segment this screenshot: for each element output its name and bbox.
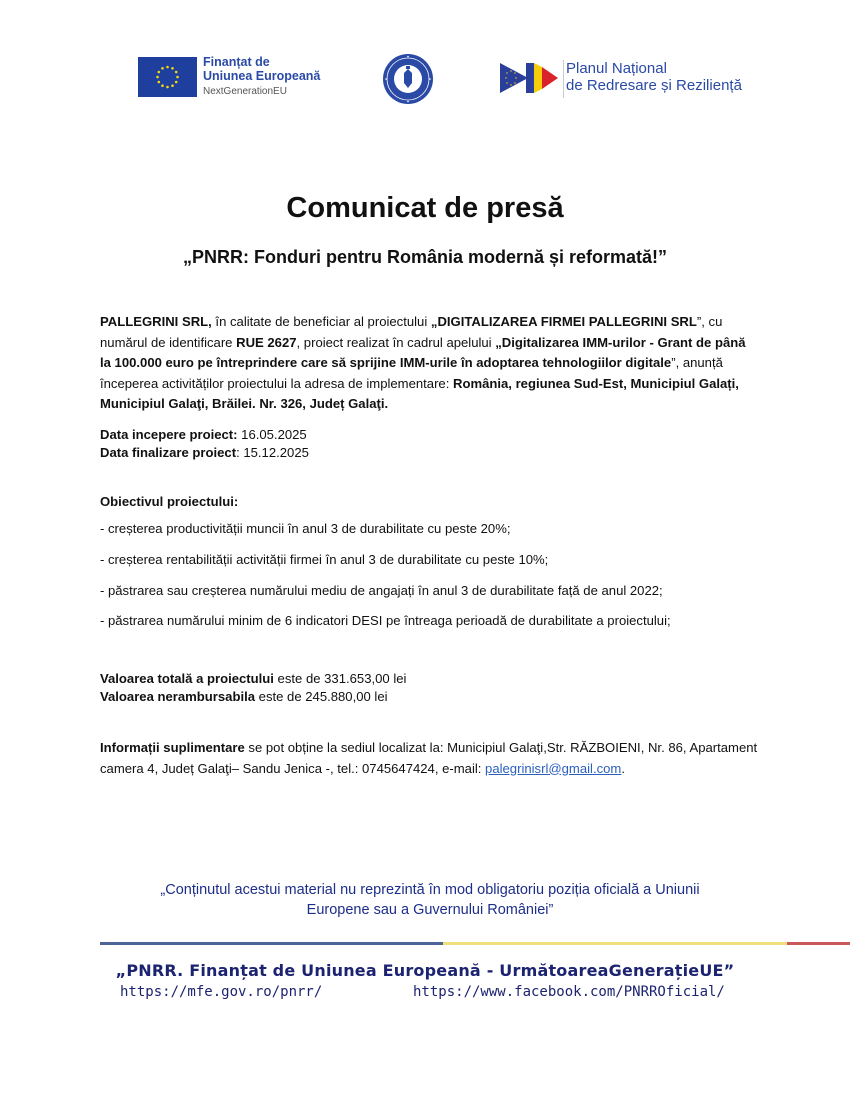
pnrr-logo-line1: Planul Național [566,60,667,77]
end-date-value: : 15.12.2025 [236,444,309,460]
total-value-label: Valoarea totală a proiectului [100,671,274,686]
intro-text-2: ”, cu numărul de identificare [100,314,723,350]
facebook-pnrr-link[interactable]: https://www.facebook.com/PNRROficial/ [413,984,725,1000]
eu-logo-line3: NextGenerationEU [203,86,287,97]
additional-info-end: . [621,760,625,776]
company-name: PALLEGRINI SRL, [100,314,212,329]
mfe-pnrr-link[interactable]: https://mfe.gov.ro/pnrr/ [120,984,323,1000]
pnrr-logo-divider [563,60,564,98]
eu-flag-icon [138,57,197,97]
objectives-title-text: Obiectivul proiectului: [100,494,239,509]
call-name: „Digitalizarea IMM-urilor - Grant de până la 100.000 euro pe întreprindere care să sprijine IMM-urile în adoptarea tehnologiilor digitale [100,334,746,370]
pnrr-logo-line2: de Redresare și Reziliență [566,77,742,94]
eu-logo-line1: Finanțat de [203,55,270,69]
nonrefundable-value-label: Valoarea nerambursabila [100,688,256,704]
disclaimer [95,880,765,920]
objectives-title [100,492,750,513]
implementation-address: România, regiunea Sud-Est, Municipiul Galați, Municipiul Galaţi, Brăilei. Nr. 326, Județ Galaţi. [100,375,739,411]
intro-text-4: ”, anunță începerea activităților proiectului la adresa de implementare: [100,355,723,391]
total-value-row [100,670,750,688]
divider-blue-segment [100,942,443,945]
intro-paragraph [100,312,750,415]
end-date-label: Data finalizare proiect [100,444,237,460]
pnrr-arrows-icon [498,60,560,96]
guvernul-romaniei-seal-icon [382,53,434,105]
project-name: „DIGITALIZAREA FIRMEI PALLEGRINI SRL [430,314,697,329]
intro-text-3: , proiect realizat în cadrul apelului [296,334,496,350]
page-subtitle: „PNRR: Fonduri pentru România modernă și reformată!” [182,247,668,267]
eu-logo-line2: Uniunea Europeană [203,69,321,83]
divider-red-segment [787,942,850,945]
start-date-value: 16.05.2025 [237,427,307,442]
total-value-text: este de 331.653,00 lei [273,671,407,686]
disclaimer-line1: „Conținutul acestui material nu reprezintă în mod obligatoriu poziția oficială a Uniunii [160,882,700,898]
divider-yellow-segment [443,942,787,945]
page-title: Comunicat de presă [286,192,564,224]
project-id: RUE 2627 [236,334,297,350]
project-values [100,670,750,705]
objective-item: - păstrarea numărului minim de 6 indicatori DESI pe întreaga perioadă de durabilitate a proiectului; [100,613,671,628]
footer-title: „PNRR. Finanțat de Uniunea Europeană - UrmătoareaGenerațieUE” [115,961,735,980]
objective-item: - păstrarea sau creșterea numărului mediu de angajați în anul 3 de durabilitate față de anul 2022; [100,583,663,598]
eu-funding-logo-text [203,55,320,99]
start-date-row [100,426,750,444]
intro-text-1: în calitate de beneficiar al proiectului [211,314,431,329]
nonrefundable-value-row [100,688,750,706]
end-date-row [100,444,750,462]
additional-info [100,738,760,779]
additional-info-text: se pot obține la sediul localizat la: Municipiul Galaţi,Str. RĂZBOIENI, Nr. 86, Apartament camera 4, Județ Galaţi– Sandu Jenica -, tel.: 0745647424, e-mail: [100,740,758,776]
pnrr-logo-text [566,60,742,94]
objective-item: - creșterea rentabilității activității firmei în anul 3 de durabilitate cu peste 10%; [100,552,549,567]
start-date-label: Data incepere proiect: [100,427,238,442]
email-link[interactable]: palegrinisrl@gmail.com [485,760,622,776]
project-dates [100,426,750,461]
disclaimer-line2: Europene sau a Guvernului României” [306,902,554,918]
objective-item: - creșterea productivității muncii în anul 3 de durabilitate cu peste 20%; [100,521,511,536]
additional-info-label: Informații suplimentare [100,740,245,755]
nonrefundable-value-text: este de 245.880,00 lei [255,688,388,704]
